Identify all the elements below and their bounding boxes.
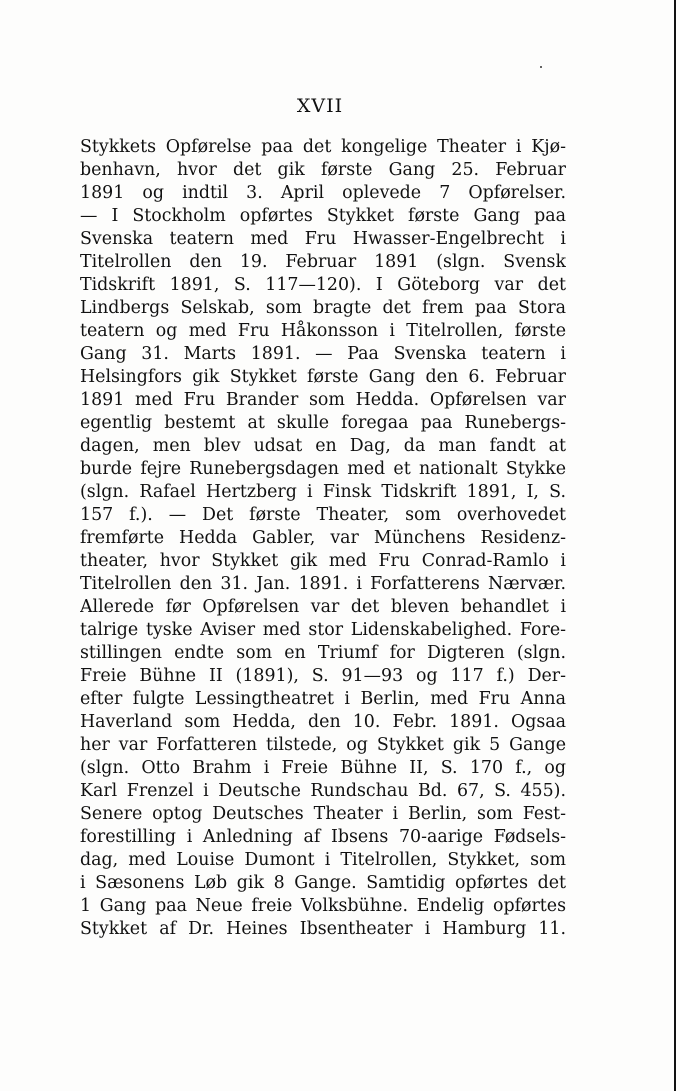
text-line: Gang 31. Marts 1891. — Paa Svenska teatern i [80, 344, 566, 364]
text-line: Stykket af Dr. Heines Ibsentheater i Hamburg 11. [80, 919, 566, 939]
text-line: Stykkets Opførelse paa det kongelige Theater i Kjø- [80, 137, 566, 157]
text-line: — I Stockholm opførtes Stykket første Gang paa [80, 206, 566, 226]
text-line: Tidskrift 1891, S. 117—120). I Göteborg var det [80, 275, 566, 295]
text-line: Allerede før Opførelsen var det bleven behandlet i [80, 597, 566, 617]
page-number: XVII [296, 95, 344, 117]
text-line: dagen, men blev udsat en Dag, da man fandt at [80, 436, 566, 456]
text-line: (slgn. Rafael Hertzberg i Finsk Tidskrift 1891, I, S. [80, 482, 566, 502]
text-line: 1891 med Fru Brander som Hedda. Opførelsen var [80, 390, 566, 410]
paper-speck [540, 66, 542, 68]
text-line: egentlig bestemt at skulle foregaa paa Runebergs- [80, 413, 566, 433]
text-line: Lindbergs Selskab, som bragte det frem paa Stora [80, 298, 566, 318]
text-line: Karl Frenzel i Deutsche Rundschau Bd. 67, S. 455). [80, 781, 566, 801]
text-line: Titelrollen den 19. Februar 1891 (slgn. Svensk [80, 252, 566, 272]
text-line: i Sæsonens Løb gik 8 Gange. Samtidig opførtes det [80, 873, 566, 893]
text-line: Freie Bühne II (1891), S. 91—93 og 117 f.) Der- [80, 666, 566, 686]
text-line: theater, hvor Stykket gik med Fru Conrad-Ramlo i [80, 551, 566, 571]
text-line: burde fejre Runebergsdagen med et nationalt Stykke [80, 459, 566, 479]
text-line: Svenska teatern med Fru Hwasser-Engelbrecht i [80, 229, 566, 249]
text-line: Haverland som Hedda, den 10. Febr. 1891. Ogsaa [80, 712, 566, 732]
text-line: forestilling i Anledning af Ibsens 70-aarige Fødsels- [80, 827, 566, 847]
text-line: her var Forfatteren tilstede, og Stykket gik 5 Gange [80, 735, 566, 755]
text-line: 1891 og indtil 3. April oplevede 7 Opførelser. [80, 183, 566, 203]
body-text [80, 136, 566, 941]
text-line: Helsingfors gik Stykket første Gang den 6. Februar [80, 367, 566, 387]
text-line: talrige tyske Aviser med stor Lidenskabelighed. Fore- [80, 620, 566, 640]
text-line: dag, med Louise Dumont i Titelrollen, Stykket, som [80, 850, 566, 870]
text-line: benhavn, hvor det gik første Gang 25. Februar [80, 160, 566, 180]
text-line: (slgn. Otto Brahm i Freie Bühne II, S. 170 f., og [80, 758, 566, 778]
page-edge-rule [674, 0, 676, 1091]
text-line: Titelrollen den 31. Jan. 1891. i Forfatterens Nærvær. [80, 574, 566, 594]
text-line: fremførte Hedda Gabler, var Münchens Residenz- [80, 528, 566, 548]
text-line: 157 f.). — Det første Theater, som overhovedet [80, 505, 566, 525]
text-line: 1 Gang paa Neue freie Volksbühne. Endelig opførtes [80, 896, 566, 916]
text-line: Senere optog Deutsches Theater i Berlin, som Fest- [80, 804, 566, 824]
text-line: efter fulgte Lessingtheatret i Berlin, med Fru Anna [80, 689, 566, 709]
text-line: stillingen endte som en Triumf for Digteren (slgn. [80, 643, 566, 663]
text-line: teatern og med Fru Håkonsson i Titelrollen, første [80, 321, 566, 341]
